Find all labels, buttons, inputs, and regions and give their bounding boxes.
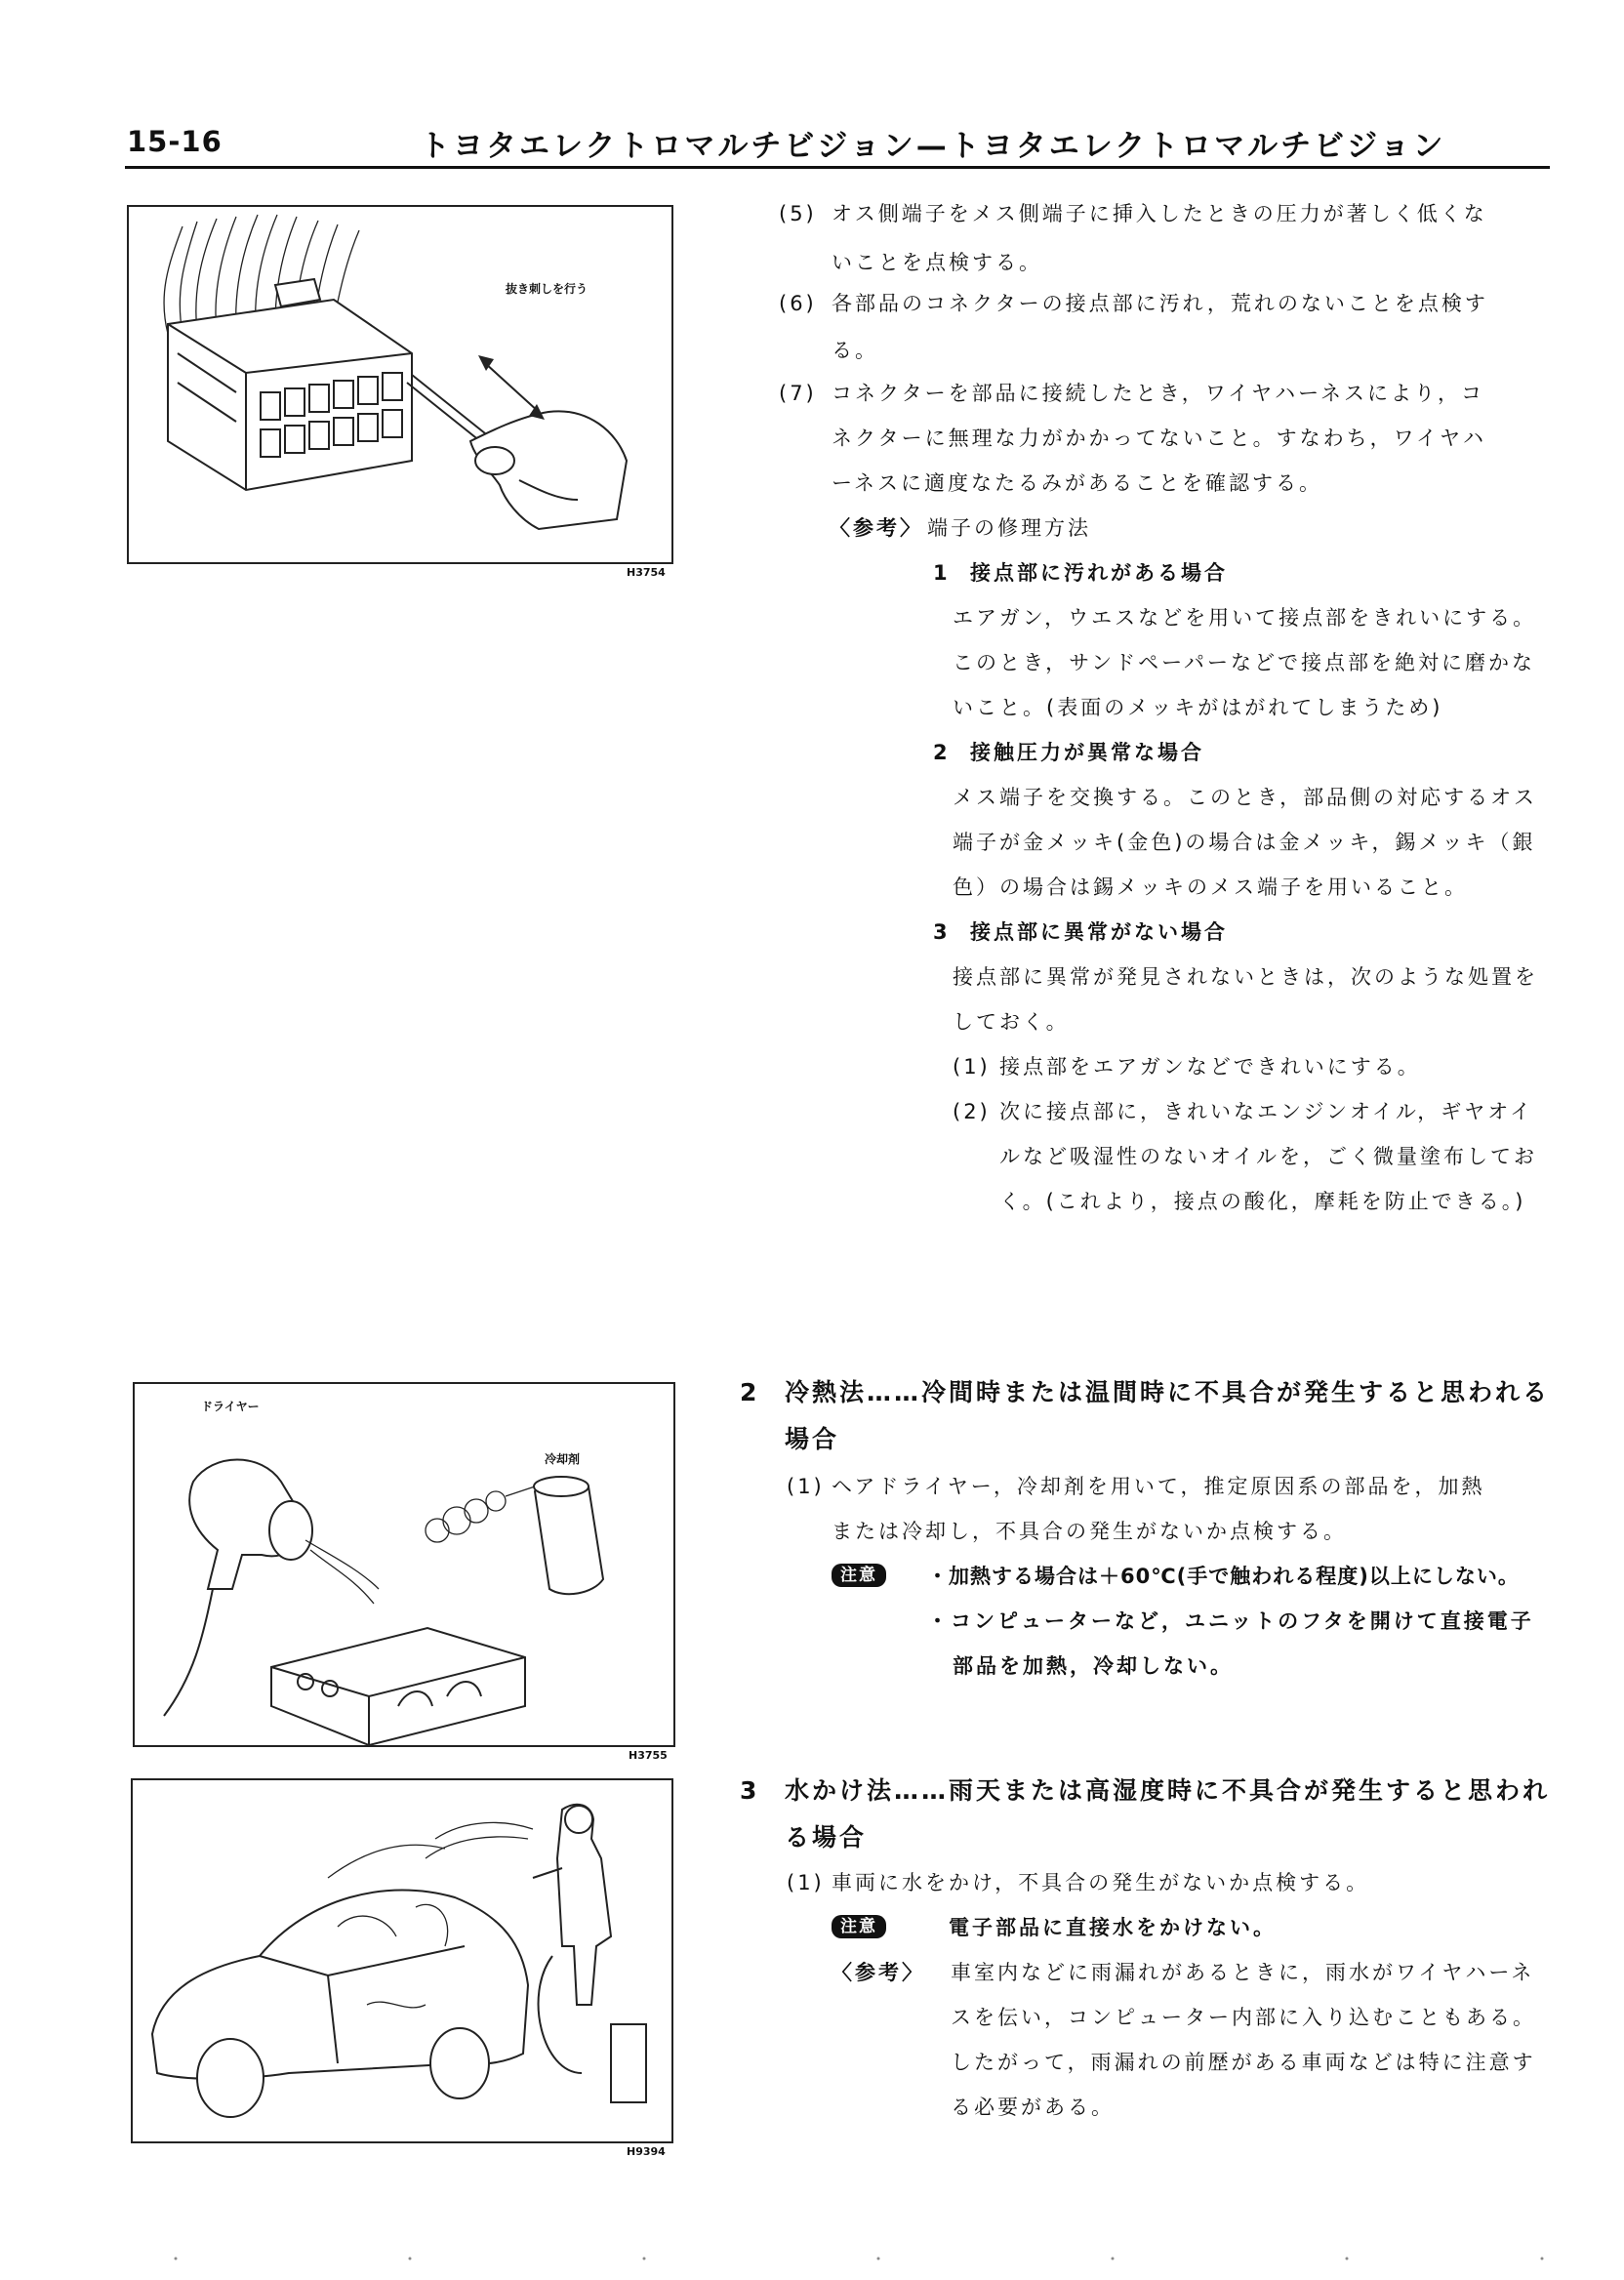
fig1-id: H3754 <box>627 566 666 579</box>
sub1-line2: このとき，サンドペーパーなどで接点部を絶対に磨かな <box>953 651 1536 674</box>
fig1-label: 抜き刺しを行う <box>506 282 589 296</box>
item7-line2: ネクターに無理な力がかかってないこと。すなわち，ワイヤハ <box>832 427 1486 450</box>
item7-line1: コネクターを部品に接続したとき，ワイヤハーネスにより，コ <box>832 382 1485 405</box>
section3-ref-line2: スを伝い，コンピューター内部に入り込むこともある。 <box>951 2006 1536 2029</box>
figure-water-spray <box>131 1778 673 2143</box>
fig2-label-dryer: ドライヤー <box>201 1400 260 1413</box>
sub1-line3: いこと。(表面のメッキがはがれてしまうため) <box>953 696 1443 719</box>
section2-item1-num: (1) <box>787 1475 825 1498</box>
sub1-heading: 接点部に汚れがある場合 <box>970 561 1228 585</box>
item5-num: (5) <box>779 202 817 225</box>
connector-illustration <box>129 207 671 562</box>
section3-ref-line3: したがって，雨漏れの前歴がある車両などは特に注意す <box>951 2051 1536 2074</box>
section3-ref-line1: 車室内などに雨漏れがあるときに，雨水がワイヤハーネ <box>951 1961 1535 1984</box>
item6-line2: る。 <box>832 339 878 362</box>
section3-heading-line2: る場合 <box>785 1823 868 1852</box>
sub3-line2: しておく。 <box>953 1010 1070 1034</box>
section3-item1-num: (1) <box>787 1871 825 1894</box>
sub3-item2-line2: ルなど吸湿性のないオイルを，ごく微量塗布してお <box>999 1145 1537 1168</box>
section3-note: 電子部品に直接水をかけない。 <box>949 1916 1277 1939</box>
sub2-num: 2 <box>933 741 951 764</box>
ref-title: 端子の修理方法 <box>927 516 1091 540</box>
item7-line3: ーネスに適度なたるみがあることを確認する。 <box>832 471 1322 495</box>
ref-tag: 〈参考〉 <box>830 516 923 540</box>
water-spray-illustration <box>133 1780 671 2141</box>
item6-num: (6) <box>779 292 817 315</box>
sub2-line1: メス端子を交換する。このとき，部品側の対応するオス <box>953 786 1537 809</box>
sub3-item2-line1: 次に接点部に，きれいなエンジンオイル，ギヤオイ <box>999 1100 1534 1123</box>
section3-heading-line1: 水かけ法……雨天または高湿度時に不具合が発生すると思われ <box>785 1776 1551 1805</box>
sub1-num: 1 <box>933 561 951 585</box>
fig3-id: H9394 <box>627 2145 666 2158</box>
section3-ref-tag: 〈参考〉 <box>832 1961 925 1984</box>
sub3-item1: 接点部をエアガンなどできれいにする。 <box>999 1055 1421 1079</box>
section2-num: 2 <box>740 1378 760 1406</box>
sub3-heading: 接点部に異常がない場合 <box>970 920 1228 944</box>
section3-item1: 車両に水をかけ，不具合の発生がないか点検する。 <box>832 1871 1370 1894</box>
page-number: 15-16 <box>127 125 223 158</box>
sub2-heading: 接触圧力が異常な場合 <box>970 741 1204 764</box>
header-divider <box>125 166 1550 169</box>
section2-note2-line2: 部品を加熱，冷却しない。 <box>953 1654 1234 1678</box>
page-title: トヨタエレクトロマルチビジョン—トヨタエレクトロマルチビジョン <box>420 129 1446 164</box>
section3-ref-line4: る必要がある。 <box>951 2096 1115 2119</box>
sub3-item2-line3: く。(これより，接点の酸化，摩耗を防止できる。) <box>999 1190 1526 1213</box>
dryer-coolant-illustration <box>135 1384 673 1745</box>
sub3-num: 3 <box>933 920 951 944</box>
section2-item1-line1: ヘアドライヤー，冷却剤を用いて，推定原因系の部品を，加熱 <box>832 1475 1485 1498</box>
fig2-label-coolant: 冷却剤 <box>545 1452 581 1466</box>
sub3-line1: 接点部に異常が発見されないときは，次のような処置を <box>953 965 1538 989</box>
section3-note-badge: 注意 <box>832 1915 886 1938</box>
sub3-item2-num: (2) <box>953 1100 991 1123</box>
item5-line1: オス側端子をメス側端子に挿入したときの圧力が著しく低くな <box>832 202 1487 225</box>
sub2-line2: 端子が金メッキ(金色)の場合は金メッキ，錫メッキ（銀 <box>953 831 1536 854</box>
item5-line2: いことを点検する。 <box>832 251 1042 274</box>
section3-num: 3 <box>740 1776 760 1805</box>
section2-heading-line2: 場合 <box>785 1425 840 1453</box>
figure-dryer-coolant <box>133 1382 675 1747</box>
section2-heading-line1: 冷熱法……冷間時または温間時に不具合が発生すると思われる <box>785 1378 1551 1406</box>
item7-num: (7) <box>779 382 817 405</box>
figure-connector <box>127 205 673 564</box>
sub2-line3: 色）の場合は錫メッキのメス端子を用いること。 <box>953 875 1468 899</box>
sub1-line1: エアガン，ウエスなどを用いて接点部をきれいにする。 <box>953 606 1537 630</box>
fig2-id: H3755 <box>629 1749 668 1762</box>
section2-note2-line1: ・コンピューターなど，ユニットのフタを開けて直接電子 <box>927 1609 1534 1633</box>
section2-item1-line2: または冷却し，不具合の発生がないか点検する。 <box>832 1520 1347 1543</box>
section2-note-badge: 注意 <box>832 1564 886 1587</box>
section2-note1: ・加熱する場合は＋60℃(手で触われる程度)以上にしない。 <box>927 1565 1520 1588</box>
item6-line1: 各部品のコネクターの接点部に汚れ，荒れのないことを点検す <box>832 292 1488 315</box>
sub3-item1-num: (1) <box>953 1055 991 1079</box>
scan-noise <box>0 2255 1624 2264</box>
